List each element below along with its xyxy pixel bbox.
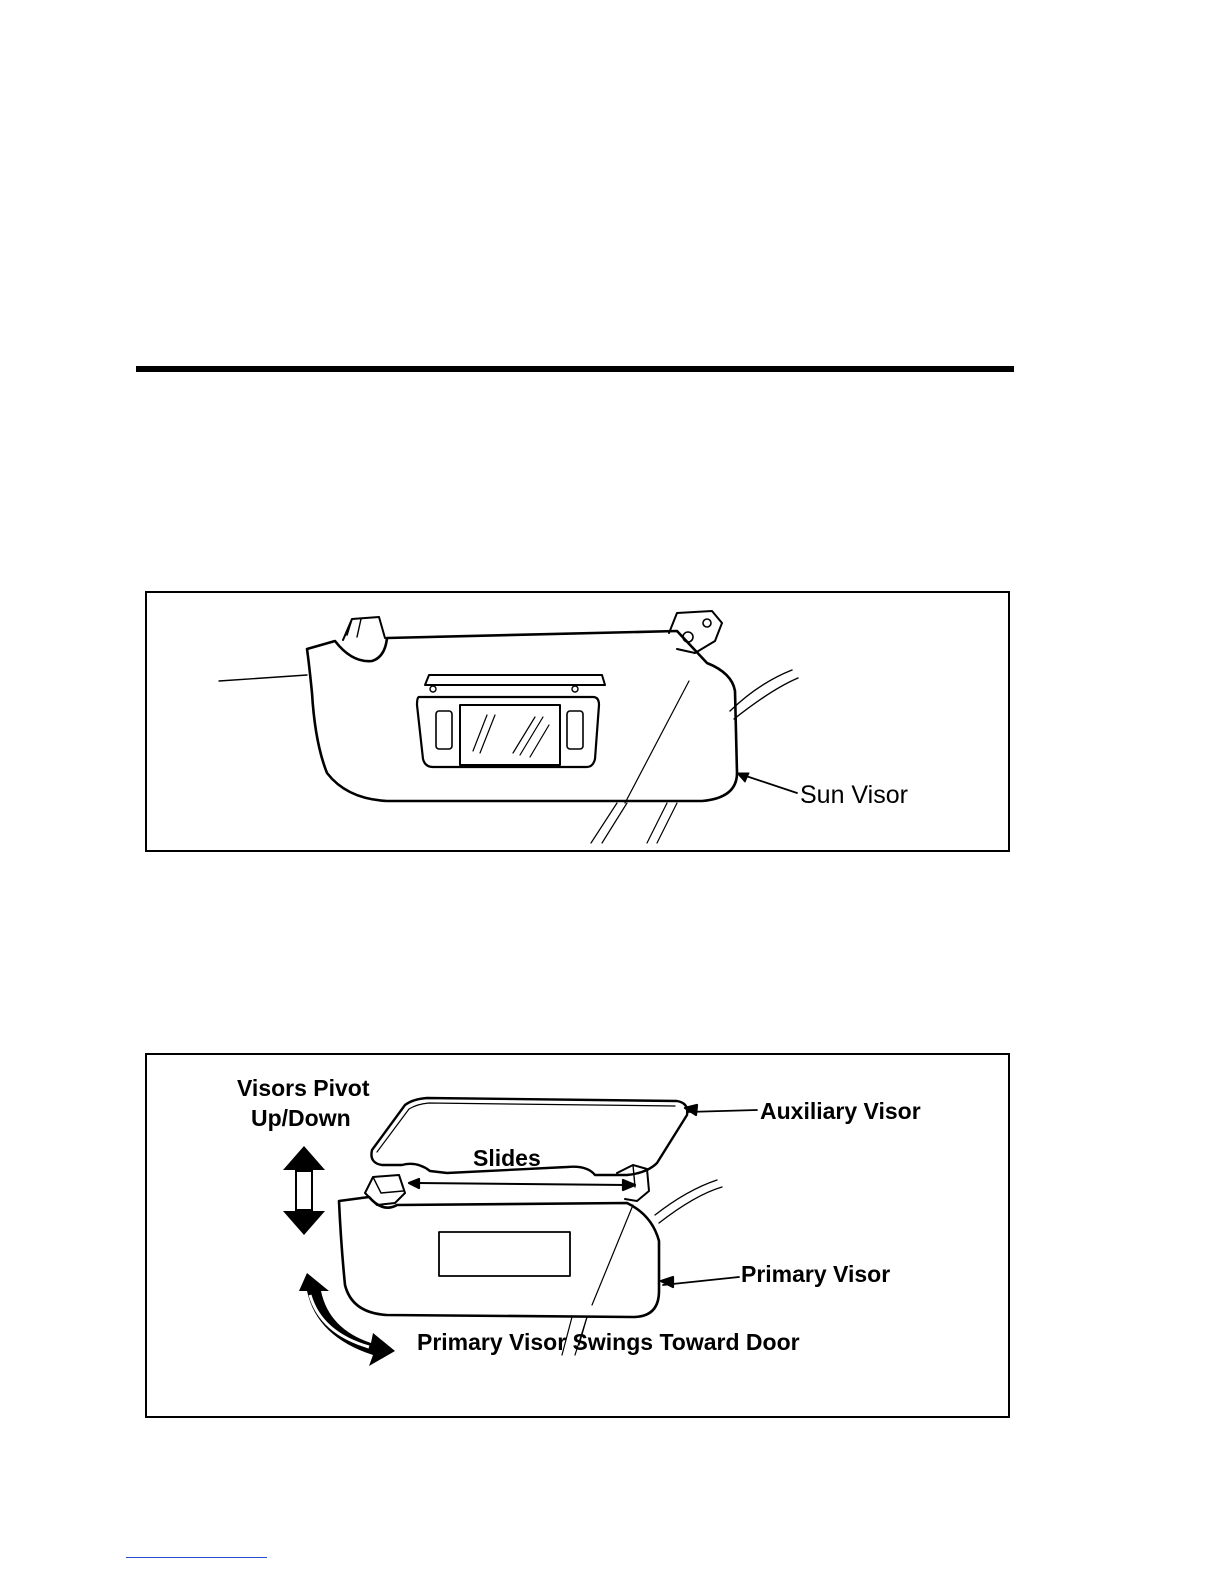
sun-visor-illustration (147, 593, 1008, 850)
figure-dual-visor (145, 1053, 1010, 1418)
auxiliary-visor-label: Auxiliary Visor (760, 1098, 921, 1124)
slides-label: Slides (473, 1145, 541, 1171)
visors-pivot-label-line2: Up/Down (251, 1105, 351, 1131)
figure-sun-visor (145, 591, 1010, 852)
sun-visor-label: Sun Visor (800, 781, 908, 809)
pivot-up-down-arrow-icon (283, 1146, 325, 1235)
footer-link-underline (126, 1557, 267, 1558)
visors-pivot-label-line1: Visors Pivot (237, 1075, 370, 1101)
primary-visor-swings-label: Primary Visor Swings Toward Door (417, 1329, 800, 1355)
swing-toward-door-arrow-icon (299, 1273, 395, 1366)
section-divider-rule (136, 366, 1014, 372)
primary-visor-label: Primary Visor (741, 1261, 891, 1287)
